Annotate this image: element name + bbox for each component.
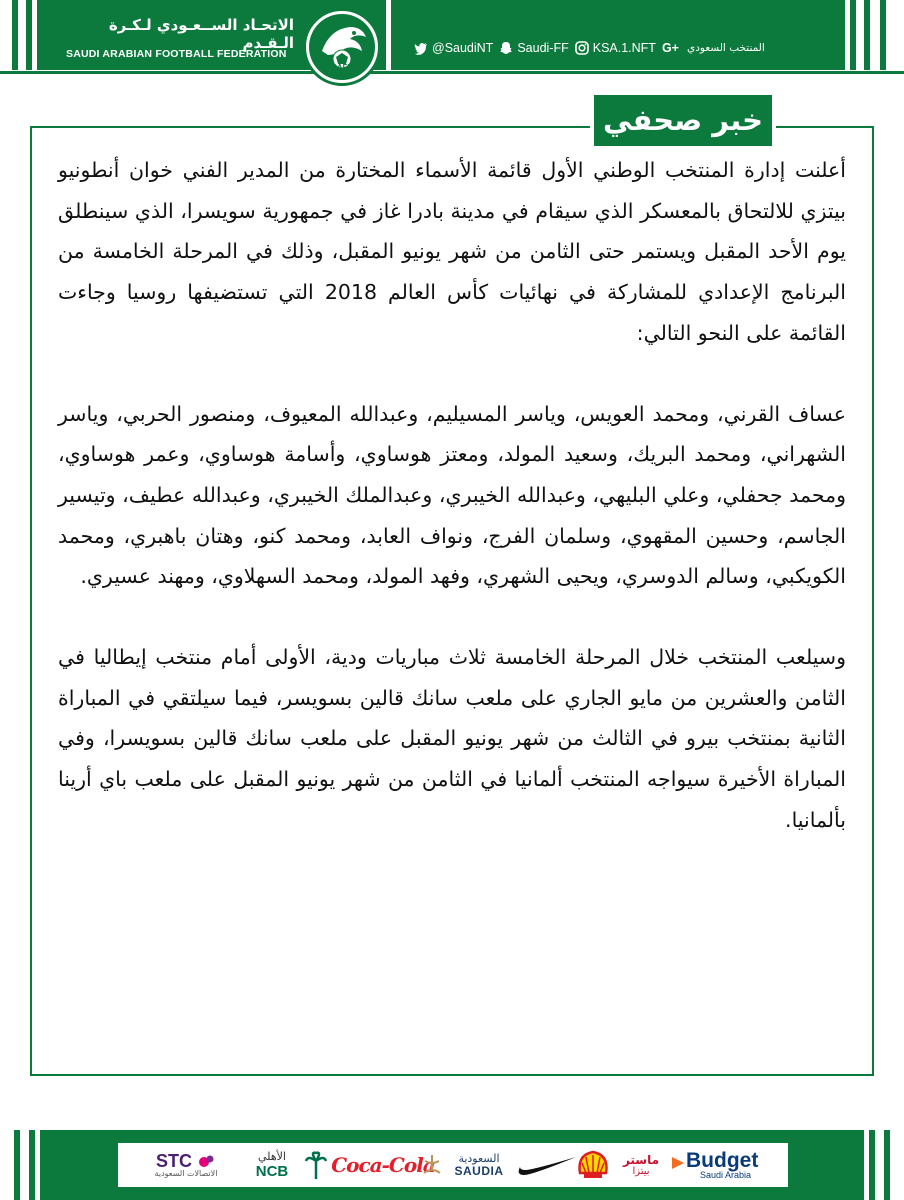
article-paragraph-matches: وسيلعب المنتخب خلال المرحلة الخامسة ثلاث مباريات ودية، الأولى أمام منتخب إيطاليا في الثامن والعشرين من مايو الجاري على ملعب سانك قالين بسويسر، فيما سيلتقي في المباراة الثانية بمنتخب بيرو في الثالث من شهر يونيو المقبل على ملعب سانك قالين بسويسرا، وفي المباراة الأخيرة سيواجه المنتخب ألمانيا في الثامن من شهر يونيو المقبل على ملعب باي أرينا بألمانيا. xyxy=(58,645,846,832)
logo-label: SAFF xyxy=(331,63,353,72)
team-label: المنتخب السعودي xyxy=(686,42,765,54)
ncb-arabic-name: الأهلي xyxy=(258,1150,286,1164)
header-underline xyxy=(0,71,904,74)
footer xyxy=(0,1130,904,1200)
article-paragraph-squad: عساف القرني، ومحمد العويس، وياسر المسيليم، وعبدالله المعيوف، ومنصور الحربي، وياسر الشهراني، ومحمد البريك، وسعيد المولد، ومعتز هوساوي، وأسامة هوساوي، وعمر هوساوي، ومحمد جحفلي، وعلي البليهي، وعبدالله الخيبري، وعبدالملك الخيبري، وعبدالله عطيف، وتيسير الجاسم، وحسين المقهوي، وسلمان الفرج، ونواف العابد، ومحمد كنو، وهتان باهبري، ومحمد الكويكبي، وسالم الدوسري، ويحيى الشهري، وفهد المولد، ومحمد السهلاوي، ومهند عسيري. xyxy=(58,401,846,589)
article-body xyxy=(58,150,846,841)
snapchat-handle[interactable]: Saudi-FF xyxy=(517,41,569,55)
saudia-arabic-name: السعودية xyxy=(458,1151,500,1165)
saudia-wordmark: SAUDIA xyxy=(454,1164,504,1179)
stc-swirl-icon xyxy=(196,1153,216,1169)
falcon-emblem-icon xyxy=(306,11,378,83)
sponsor-ncb xyxy=(240,1143,304,1187)
header-right-band xyxy=(391,0,904,70)
sponsor-budget xyxy=(686,1143,782,1187)
sponsors-bar xyxy=(118,1143,788,1187)
press-release-tag-label: خبر صحفي xyxy=(594,95,772,146)
instagram-icon[interactable] xyxy=(575,41,589,55)
twitter-icon[interactable] xyxy=(414,41,428,55)
saff-logo xyxy=(303,8,381,86)
saudia-emblem-icon xyxy=(420,1151,444,1179)
article-paragraph-intro: أعلنت إدارة المنتخب الوطني الأول قائمة الأسماء المختارة من المدير الفني خوان أنطونيو بيتزي للالتحاق بالمعسكر الذي سيقام في مدينة بادرا غاز في جمهورية سويسرا، الذي سينطلق يوم الأحد المقبل ويستمر حتى الثامن من شهر يونيو المقبل، وذلك في المرحلة الخامسة من البرنامج الإعدادي للمشاركة في نهائيات كأس العالم 2018 التي تستضيفها روسيا وجاءت القائمة على النحو التالي: xyxy=(58,158,846,345)
stc-wordmark: STC xyxy=(156,1150,192,1171)
header xyxy=(0,0,904,88)
shell-logo-icon xyxy=(576,1149,610,1181)
pizza-wordmark: ماستر xyxy=(622,1152,660,1167)
ncb-wordmark: NCB xyxy=(255,1162,289,1180)
press-release-tag xyxy=(590,91,776,150)
budget-region: Saudi Arabia xyxy=(700,1169,752,1180)
sponsor-saudia xyxy=(446,1143,512,1187)
pizza-arabic-sub: بيتزا xyxy=(632,1165,650,1177)
ncb-palm-icon xyxy=(304,1151,328,1179)
stc-arabic-name: الاتصالات السعودية xyxy=(154,1168,218,1178)
gplus-label[interactable]: G+ xyxy=(661,41,679,55)
budget-wordmark: Budget xyxy=(686,1148,759,1172)
cocacola-wordmark: Coca-Cola xyxy=(331,1153,435,1177)
social-links xyxy=(408,38,765,58)
nike-swoosh-icon xyxy=(516,1153,578,1177)
snapchat-icon[interactable] xyxy=(499,41,513,55)
federation-name-arabic: الاتحـاد الســعـودي لـكـرة الـقـدم xyxy=(108,16,294,52)
sponsor-pizza xyxy=(614,1143,668,1187)
sponsor-stc xyxy=(140,1143,232,1187)
federation-name-english: SAUDI ARABIAN FOOTBALL FEDERATION xyxy=(66,48,287,60)
twitter-handle[interactable]: @SaudiNT xyxy=(432,41,494,55)
instagram-handle[interactable]: KSA.1.NFT xyxy=(592,41,656,55)
